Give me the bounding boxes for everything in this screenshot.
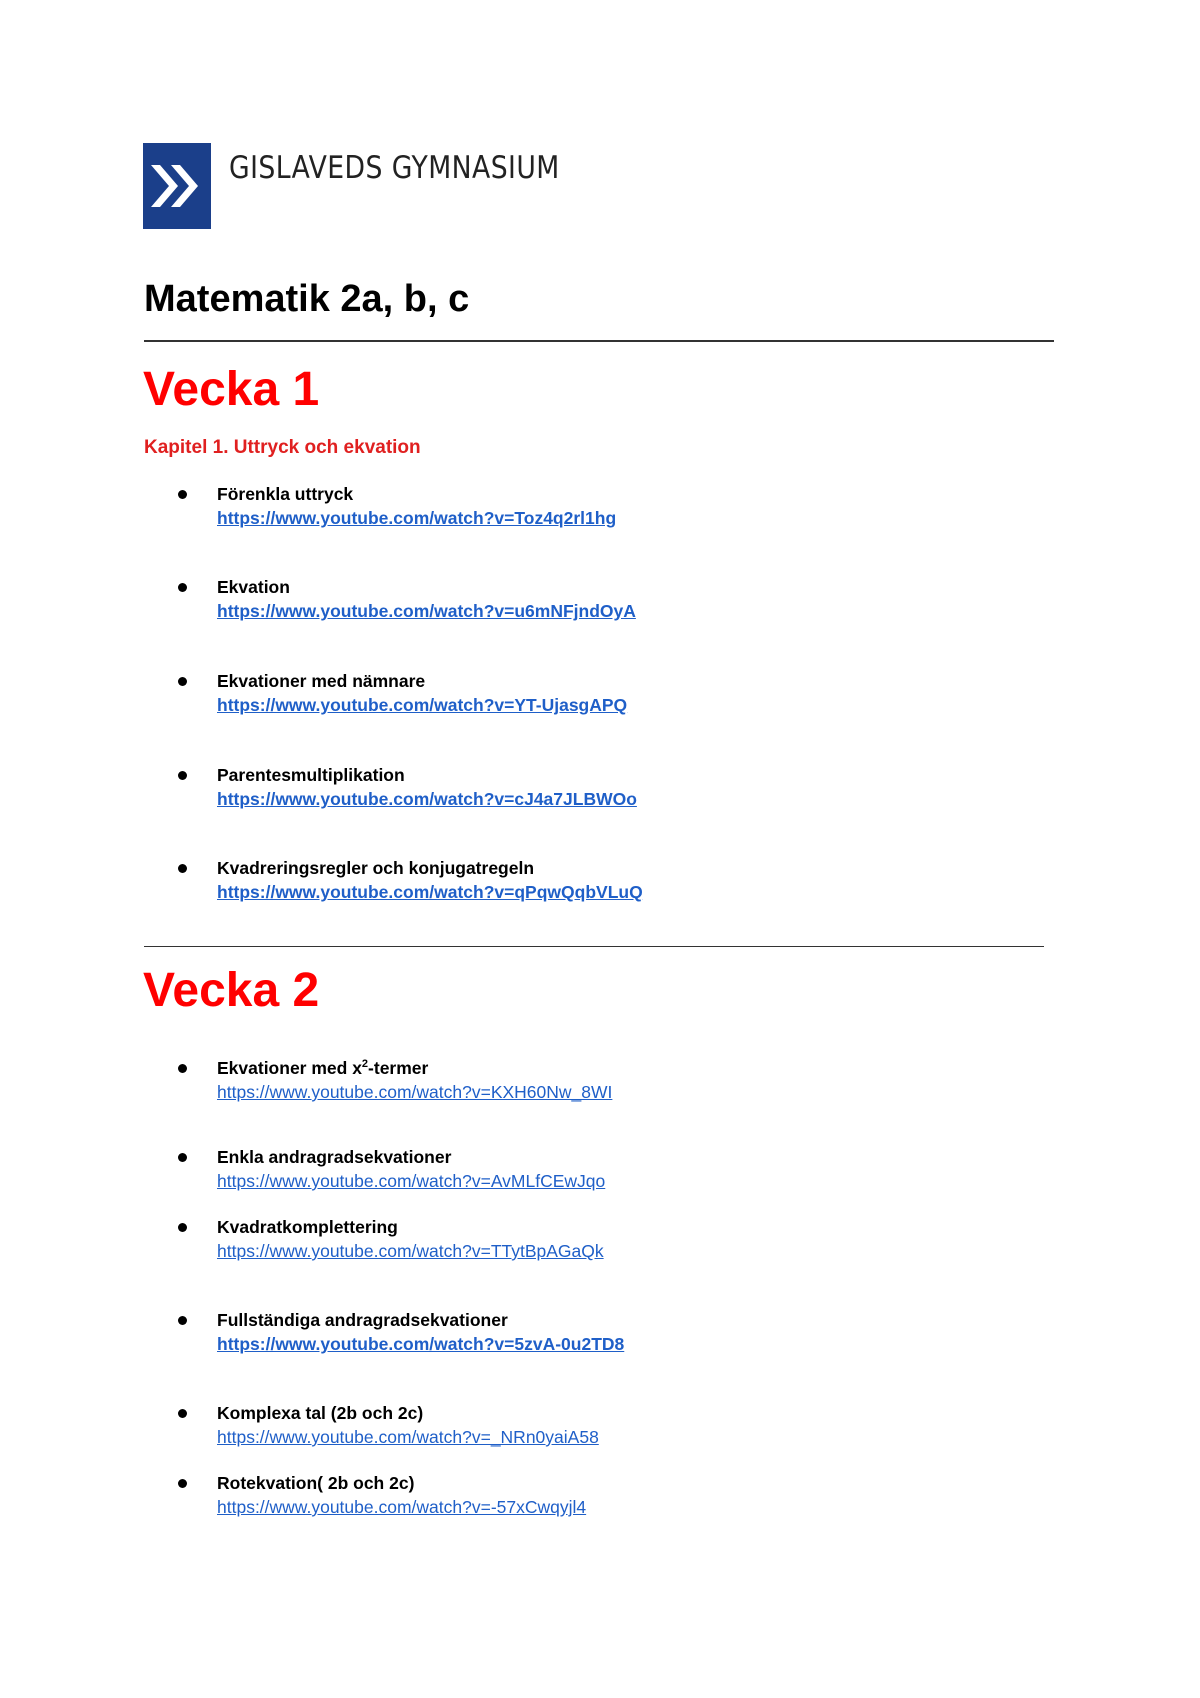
item-title: Enkla andragradsekvationer: [217, 1147, 452, 1167]
video-link[interactable]: https://www.youtube.com/watch?v=qPqwQqbVLuQ: [217, 882, 643, 902]
title-divider: [144, 340, 1054, 342]
item-title: Ekvationer med $x^2$-termer: [217, 1058, 429, 1078]
bullet-icon: [178, 1479, 187, 1488]
week-2-heading: Vecka 2: [143, 964, 320, 1017]
video-link[interactable]: https://www.youtube.com/watch?v=5zvA-0u2TD8: [217, 1334, 625, 1354]
item-title: Parentesmultiplikation: [217, 765, 405, 785]
item-title: Fullständiga andragradsekvationer: [217, 1310, 508, 1330]
bullet-icon: [178, 1153, 187, 1162]
bullet-icon: [178, 1316, 187, 1325]
item-title: Kvadreringsregler och konjugatregeln: [217, 858, 535, 878]
double-chevron-logo-icon: [143, 143, 211, 229]
item-title: Kvadratkomplettering: [217, 1217, 398, 1237]
bullet-icon: [178, 677, 187, 686]
item-title: Ekvation: [217, 577, 290, 597]
bullet-icon: [178, 1223, 187, 1232]
video-link[interactable]: https://www.youtube.com/watch?v=cJ4a7JLBWOo: [217, 789, 637, 809]
school-name: GISLAVEDS GYMNASIUM: [229, 150, 560, 186]
video-link[interactable]: https://www.youtube.com/watch?v=-57xCwqyjl4: [217, 1497, 587, 1517]
video-link[interactable]: https://www.youtube.com/watch?v=KXH60Nw_8WI: [217, 1082, 613, 1102]
video-link[interactable]: https://www.youtube.com/watch?v=_NRn0yaiA58: [217, 1427, 599, 1447]
item-title: Rotekvation( 2b och 2c): [217, 1473, 415, 1493]
video-link[interactable]: https://www.youtube.com/watch?v=AvMLfCEwJqo: [217, 1171, 606, 1191]
week-1-heading: Vecka 1: [143, 363, 320, 416]
school-logo: [143, 143, 614, 229]
video-link[interactable]: https://www.youtube.com/watch?v=Toz4q2rl1hg: [217, 508, 617, 528]
item-title: Komplexa tal (2b och 2c): [217, 1403, 424, 1423]
bullet-icon: [178, 864, 187, 873]
item-title: Förenkla uttryck: [217, 484, 354, 504]
bullet-icon: [178, 771, 187, 780]
bullet-icon: [178, 1409, 187, 1418]
video-link[interactable]: https://www.youtube.com/watch?v=TTytBpAGaQk: [217, 1241, 604, 1261]
bullet-icon: [178, 583, 187, 592]
week-divider: [144, 946, 1044, 947]
item-title: Ekvationer med nämnare: [217, 671, 426, 691]
bullet-icon: [178, 1064, 187, 1073]
course-title: Matematik 2a, b, c: [144, 278, 470, 320]
video-link[interactable]: https://www.youtube.com/watch?v=u6mNFjndOyA: [217, 601, 636, 621]
bullet-icon: [178, 490, 187, 499]
video-link[interactable]: https://www.youtube.com/watch?v=YT-UjasgAPQ: [217, 695, 628, 715]
chapter-heading: Kapitel 1. Uttryck och ekvation: [144, 437, 421, 458]
